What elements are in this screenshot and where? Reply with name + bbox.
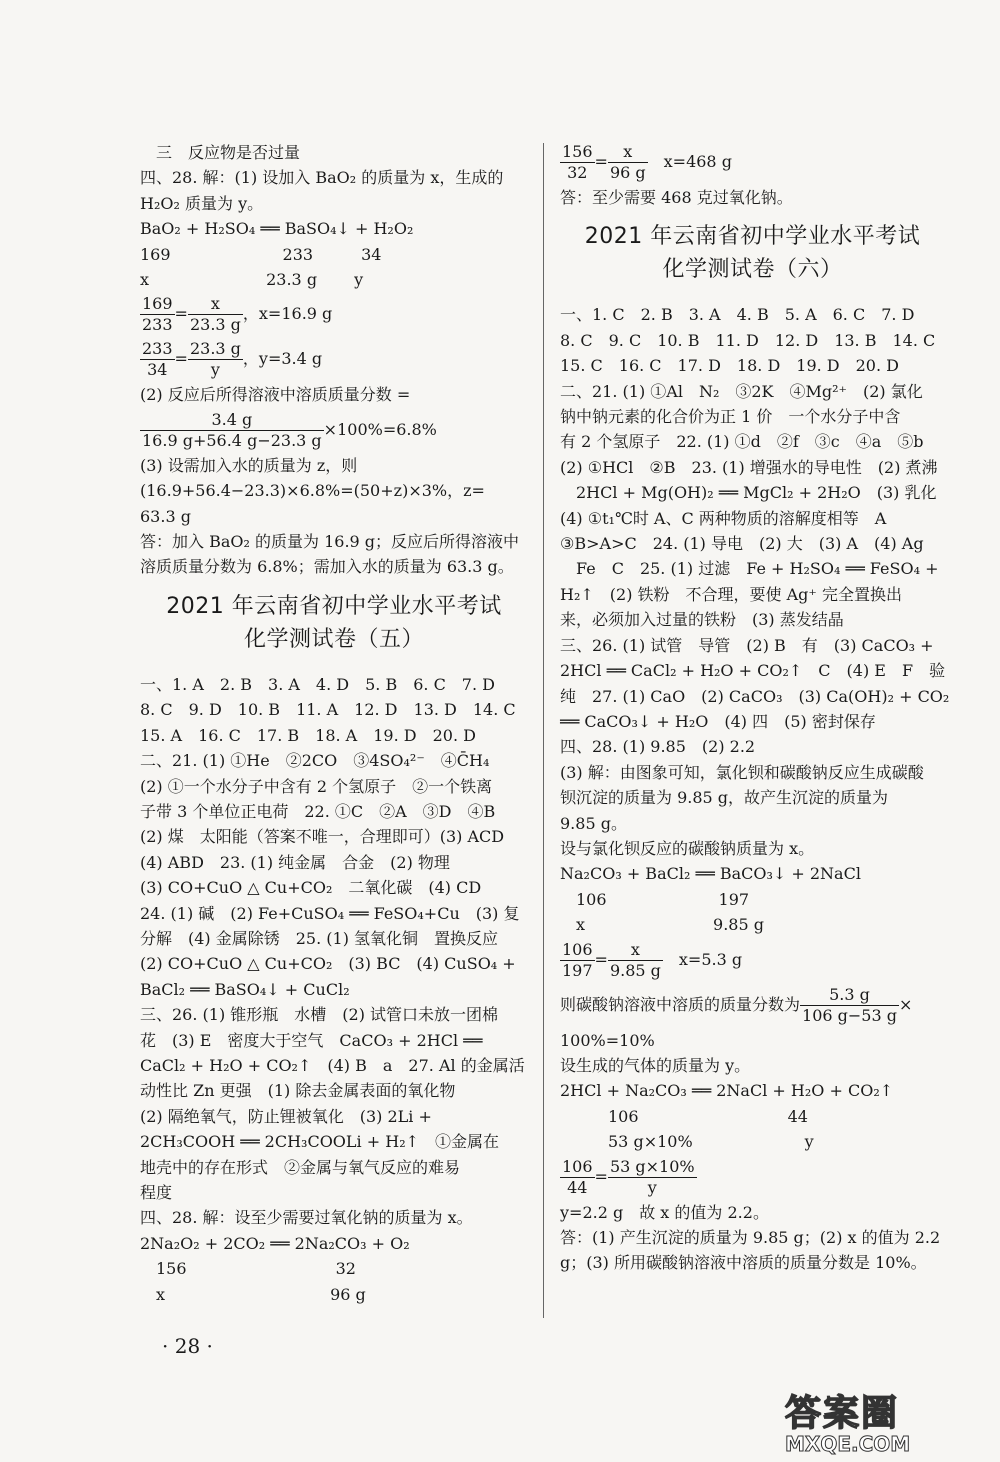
column-divider (543, 143, 544, 1318)
text-line: 15. A 16. C 17. B 18. A 19. D 20. D (140, 725, 476, 745)
fraction: $\frac{23.3 g}{y}$ (189, 339, 241, 380)
text-line: 程度 (140, 1183, 173, 1202)
text-line: 156 32 (140, 1259, 356, 1279)
text-line: 169 233 34 (140, 244, 382, 264)
fraction: $\frac{106}{44}$ (562, 1156, 593, 1197)
fraction: $\frac{5.3 g}{106 g-53 g}$ (802, 984, 897, 1025)
text-line: 设生成的气体的质量为 y。 (560, 1055, 751, 1075)
text-line: 地壳中的存在形式 ②金属与氧气反应的难易 (140, 1157, 461, 1177)
fraction: $\frac{106}{197}$ (562, 939, 593, 980)
right-column (560, 140, 950, 1276)
text-line: 花 (3) E 密度大于空气 CaCO₃ + 2HCl ══ (140, 1030, 483, 1050)
text-line: 答：加入 BaO₂ 的质量为 16.9 g；反应后所得溶液中 (140, 532, 520, 552)
text-line: 一、1. A 2. B 3. A 4. D 5. B 6. C 7. D (140, 674, 495, 694)
equation-line: Na₂CO₃ + BaCl₂ ══ BaCO₃↓ + 2NaCl (560, 864, 861, 884)
text-line: 53 g×10% y (560, 1132, 814, 1152)
text-line: (2) 反应后所得溶液中溶质质量分数 = (140, 385, 411, 405)
text-line: 子带 3 个单位正电荷 22. ①C ②A ③D ④B (140, 801, 496, 821)
text-line: 四、28. 解：设至少需要过氧化钠的质量为 x。 (140, 1208, 473, 1228)
text-line: 100%=10% (560, 1030, 655, 1050)
text-line: ══ CaCO₃↓ + H₂O (4) 四 (5) 密封保存 (560, 711, 876, 731)
text-line: (4) ①t₁℃时 A、C 两种物质的溶解度相等 A (560, 508, 887, 528)
text-line: (2) ①一个水分子中含有 2 个氢原子 ②一个铁离 (140, 776, 493, 796)
text-line: 溶质质量分数为 6.8%；需加入水的质量为 63.3 g。 (140, 557, 514, 577)
text-line: (3) 解：由图象可知，氯化钡和碳酸钠反应生成碳酸 (560, 762, 924, 782)
text-line: (2) 煤 太阳能（答案不唯一，合理即可）(3) ACD (140, 827, 505, 847)
text-line: x 9.85 g (560, 915, 764, 935)
text-line: y=2.2 g 故 x 的值为 2.2。 (560, 1202, 769, 1222)
text-line: 8. C 9. D 10. B 11. A 12. D 13. D 14. C (140, 700, 516, 720)
left-column (140, 140, 528, 1307)
watermark-logo (785, 1385, 990, 1455)
text-line: 106 44 (560, 1106, 808, 1126)
fraction-line: $\frac{156}{32}$ = $\frac{x}{96 g}$ x=468 g (562, 142, 732, 182)
fraction: $\frac{3.4 g}{16.9 g+56.4 g-23.3 g}$ (142, 409, 322, 450)
text-line: 2CH₃COOH ══ 2CH₃COOLi + H₂↑ ①金属在 (140, 1132, 500, 1152)
watermark-url: MXQE.COM (785, 1432, 911, 1456)
text-line: 9.85 g。 (560, 813, 627, 833)
text-line: 三、26. (1) 试管 导管 (2) B 有 (3) CaCO₃ + (560, 635, 934, 655)
fraction-line: $\frac{3.4 g}{16.9 g+56.4 g-23.3 g}$ ×100%=6.8% (142, 409, 437, 450)
text-line: 二、21. (1) ①He ②2CO ③4SO₄²⁻ ④C̄H₄ (140, 751, 490, 771)
text-line: CaCl₂ + H₂O + CO₂↑ (4) B a 27. Al 的金属活 (140, 1055, 525, 1075)
page-number: · 28 · (162, 1334, 213, 1358)
text-line: 2HCl + Mg(OH)₂ ══ MgCl₂ + 2H₂O (3) 乳化 (560, 483, 937, 503)
watermark-chars: 答案圈 (785, 1393, 900, 1434)
fraction: $\frac{169}{233}$ (142, 294, 173, 335)
text-line: 有 2 个氢原子 22. (1) ①d ②f ③c ④a ⑤b (560, 432, 924, 452)
text-line: (16.9+56.4−23.3)×6.8%=(50+z)×3%，z= (140, 481, 485, 501)
text-line: 8. C 9. C 10. B 11. D 12. D 13. B 14. C (560, 330, 936, 350)
text-line: x 23.3 g y (140, 270, 364, 290)
fraction: $\frac{156}{32}$ (562, 142, 593, 182)
fraction: $\frac{53 g\times 10\%}{y}$ (609, 1156, 695, 1197)
text-line: H₂↑ (2) 铁粉 不合理，要使 Ag⁺ 完全置换出 (560, 584, 902, 604)
text-line: 来，必须加入过量的铁粉 (3) 蒸发结晶 (560, 610, 844, 630)
text-line: 63.3 g (140, 506, 191, 526)
fraction: $\frac{233}{34}$ (142, 339, 173, 380)
text-line: (3) CO+CuO △ Cu+CO₂ 二氧化碳 (4) CD (140, 878, 482, 898)
fraction-line: $\frac{106}{197}$ = $\frac{x}{9.85 g}$ x=5.3 g (562, 939, 743, 980)
text-line: (3) 设需加入水的质量为 z，则 (140, 455, 358, 475)
text-line: 106 197 (560, 889, 750, 909)
test-subtitle-5: 化学测试卷（五） (243, 626, 424, 652)
fraction: $\frac{x}{23.3 g}$ (189, 294, 241, 335)
left-answer-block (140, 140, 528, 580)
test-title-5: 2021 年云南省初中学业水平考试 (166, 593, 502, 619)
text-line: 三 反应物是否过量 (140, 143, 301, 162)
text-line: 四、28. 解：(1) 设加入 BaO₂ 的质量为 x，生成的 (140, 168, 504, 188)
text-line: 答：(1) 产生沉淀的质量为 9.85 g；(2) x 的值为 2.2 (560, 1228, 941, 1247)
text-line: 钠中钠元素的化合价为正 1 价 一个水分子中含 (560, 407, 901, 427)
text-line: g；(3) 所用碳酸钠溶液中溶质的质量分数是 10%。 (560, 1253, 927, 1273)
text-line: BaCl₂ ══ BaSO₄↓ + CuCl₂ (140, 979, 350, 999)
text-line: 四、28. (1) 9.85 (2) 2.2 (560, 737, 756, 757)
fraction: $\frac{x}{96 g}$ (609, 142, 646, 182)
test-subtitle-6: 化学测试卷（六） (662, 257, 843, 283)
fraction: $\frac{x}{9.85 g}$ (609, 939, 661, 980)
text-line: 15. C 16. C 17. D 18. D 19. D 20. D (560, 356, 899, 376)
text-line: 24. (1) 碱 (2) Fe+CuSO₄ ══ FeSO₄+Cu (3) 复 (140, 903, 520, 923)
fraction-line: $\frac{233}{34}$ = $\frac{23.3 g}{y}$ ，y=3.4 g (142, 339, 323, 380)
test-5-answers (140, 672, 528, 1307)
text-line: 动性比 Zn 更强 (1) 除去金属表面的氧化物 (140, 1081, 456, 1101)
text-line: (2) ①HCl ②B 23. (1) 增强水的导电性 (2) 煮沸 (560, 457, 938, 477)
text-line: (4) ABD 23. (1) 纯金属 合金 (2) 物理 (140, 852, 450, 872)
test-6-answers (560, 302, 950, 1275)
text-line: (2) 隔绝氧气，防止锂被氧化 (3) 2Li + (140, 1106, 432, 1126)
text-line: (2) CO+CuO △ Cu+CO₂ (3) BC (4) CuSO₄ + (140, 954, 516, 974)
text-line: H₂O₂ 质量为 y。 (140, 193, 264, 213)
fraction-line: $\frac{106}{44}$ = $\frac{53 g\times 10\%}{y}$ (562, 1156, 695, 1197)
equation-line: 2Na₂O₂ + 2CO₂ ══ 2Na₂CO₃ + O₂ (140, 1233, 410, 1253)
text-line: 设与氯化钡反应的碳酸钠质量为 x。 (560, 838, 815, 858)
text-line: Fe C 25. (1) 过滤 Fe + H₂SO₄ ══ FeSO₄ + (560, 559, 939, 579)
text-line: 三、26. (1) 锥形瓶 水槽 (2) 试管口未放一团棉 (140, 1005, 499, 1025)
text-line: ③B>A>C 24. (1) 导电 (2) 大 (3) A (4) Ag (560, 534, 924, 554)
fraction-line: 则碳酸钠溶液中溶质的质量分数为 $\frac{5.3 g}{106 g-53 g}$ × (560, 984, 913, 1025)
text-line: 一、1. C 2. B 3. A 4. B 5. A 6. C 7. D (560, 305, 915, 325)
text-line: 二、21. (1) ①Al N₂ ③2K ④Mg²⁺ (2) 氯化 (560, 381, 923, 401)
equation-line: 2HCl + Na₂CO₃ ══ 2NaCl + H₂O + CO₂↑ (560, 1081, 894, 1101)
fraction-line: $\frac{169}{233}$ = $\frac{x}{23.3 g}$ ，x=16.9 g (142, 294, 333, 335)
text-line: 2HCl ══ CaCl₂ + H₂O + CO₂↑ C (4) E F 验 (560, 661, 946, 681)
text-line: 纯 27. (1) CaO (2) CaCO₃ (3) Ca(OH)₂ + CO₂ (560, 686, 950, 706)
text-line: x 96 g (140, 1284, 366, 1304)
equation-line: BaO₂ + H₂SO₄ ══ BaSO₄↓ + H₂O₂ (140, 219, 414, 239)
test-title-6: 2021 年云南省初中学业水平考试 (584, 224, 921, 250)
text-line: 答：至少需要 468 克过氧化钠。 (560, 188, 793, 207)
text-line: 钡沉淀的质量为 9.85 g，故产生沉淀的质量为 (560, 788, 889, 808)
text-line: 分解 (4) 金属除锈 25. (1) 氢氧化铜 置换反应 (140, 928, 499, 948)
